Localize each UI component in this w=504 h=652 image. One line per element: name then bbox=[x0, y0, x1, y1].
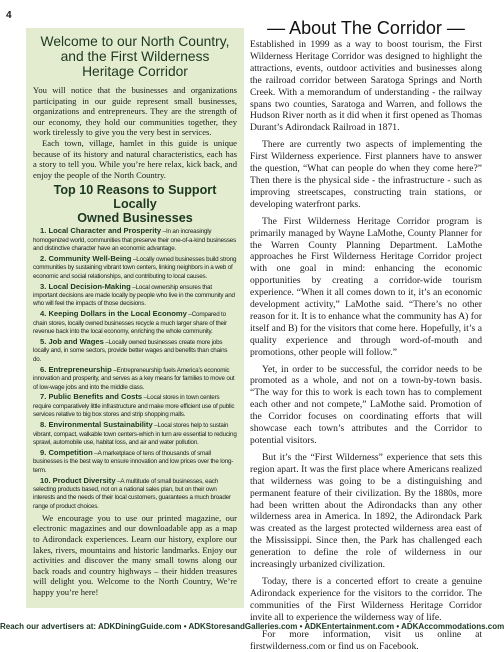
reason-item bbox=[33, 477, 237, 512]
reason-text: –Local stores in town centers require comparatively little infrastructure and make more efficient use of public services relative to big box stores and strip shopping malls. bbox=[33, 394, 235, 419]
article-paragraph: There are currently two aspects of implementing the First Wilderness experience. First planners have to answer the question, “What can people do when they come here?” Then there is the physical side - the infrastructure - such as improving streetscapes, constructing train stations, or developing waterfront parks. bbox=[250, 139, 482, 210]
sidebar-title bbox=[33, 34, 237, 79]
reason-item bbox=[33, 421, 237, 447]
intro-paragraph: You will notice that the businesses and organizations participating in our guide represent small businesses, organizations and entrepreneurs. They are the strength of our economy, they hold our communities together, they work tirelessly to give you the very best in services. bbox=[33, 85, 237, 138]
article-paragraph: Today, there is a concerted effort to create a genuine Adirondack experience for the visitors to the corridor. The communities of the First Wilderness Heritage Corridor invite all to experience the wilderness way of life. bbox=[250, 575, 482, 623]
reason-text: –Local ownership ensures that important decisions are made locally by people who live in the community and who will feel the impacts of those decisions. bbox=[33, 283, 235, 308]
reason-text: –Compared to chain stores, locally owned businesses recycle a much larger share of their revenue back into the local economy, enriching the whole community. bbox=[33, 311, 227, 336]
reason-title: 5. Job and Wages bbox=[40, 337, 104, 346]
article-paragraph: The First Wilderness Heritage Corridor program is primarily managed by Wayne LaMothe, County Planner for the Warren County Planning Department. LaMothe approaches he First Wilderness Heritage Corridor project with one goal in mind: enhancing the economic opportunities by creating a corridor-wide tourism experience. “When it all comes down to it, it’s an economic development activity,” LaMothe said. “There’s no other reason for it. It is to enhance what the community has A) for itself and B) for the visitors that come here. Hopefully, it’s a quality experience and through word-of-mouth and promotions, other people will follow.” bbox=[250, 215, 482, 358]
reason-text: –Local stores help to sustain vibrant, compact, walkable town centers-which in turn are essential to reducing sprawl, automobile use, habitat loss, and air and water pollution. bbox=[33, 422, 237, 446]
about-corridor-article bbox=[250, 18, 482, 652]
reason-item bbox=[33, 255, 237, 281]
reason-item bbox=[33, 449, 237, 475]
reason-title: 3. Local Decision-Making bbox=[40, 281, 131, 291]
reason-text: –In an increasingly homogenized world, communities that preserve their one-of-a-kind businesses and distinctive character have an economic advantage. bbox=[33, 228, 237, 252]
reason-title: 1. Local Character and Prosperity bbox=[40, 226, 162, 236]
article-paragraph: But it’s the “First Wilderness” experience that sets this region apart. It was the first place where Americans realized that wilderness was going to be a distinguishing and permanent feature of their civilization. By the 1880s, more had been written about the Adirondacks than any other wilderness area in America. In 1892, the Adirondack Park was created as the largest protected wilderness area east of the Mississippi. Since then, the Park has challenged each generation to define the role of wilderness in our increasingly urbanized civilization. bbox=[250, 451, 482, 571]
reason-title: 2. Community Well-Being bbox=[40, 253, 132, 263]
reasons-heading-line: Owned Businesses bbox=[77, 210, 193, 225]
reasons-heading bbox=[33, 184, 237, 225]
intro-paragraph: Each town, village, hamlet in this guide is unique because of its history and natural characteristics, each has a story to tell you. While you’re here relax, kick back, and enjoy the people of the North Country. bbox=[33, 137, 237, 180]
reason-title: 8. Environmental Sustainability bbox=[40, 420, 153, 430]
reason-title: 10. Product Diversity bbox=[40, 475, 116, 485]
article-paragraph: For more information, visit us online at firstwilderness.com or find us on Facebook. bbox=[250, 628, 482, 652]
sidebar-title-line: Welcome to our North Country, bbox=[40, 34, 230, 49]
advertisers-footer: Reach our advertisers at: ADKDiningGuide.com • ADKStoresandGalleries.com • ADKEntertainment.com • ADKAccommodations.com bbox=[0, 622, 504, 631]
reason-title: 9. Competition bbox=[40, 447, 93, 457]
reason-text: –A marketplace of tens of thousands of small businesses is the best way to ensure innovation and low prices over the long-term. bbox=[33, 449, 234, 474]
article-paragraph: Yet, in order to be successful, the corridor needs to be promoted as a whole, and not on a town-by-town basis. “The way for this to work is each town has to complement each other and not compete,” LaMothe said. Promotion of the Corridor focuses on coordinating efforts that will showcase each town’s attributes and the Corridor to potential visitors. bbox=[250, 363, 482, 446]
sidebar-outro bbox=[33, 513, 237, 598]
reasons-heading-line: Top 10 Reasons to Support Locally bbox=[53, 183, 217, 211]
reasons-list bbox=[33, 227, 237, 511]
outro-paragraph: We encourage you to use our printed magazine, our electronic magazines and our downloadable app as a map to Adirondack experiences. Learn our history, explore our lakes, rivers, mountains and historic landmarks. Enjoy our activities and discover the many small towns along our back roads and country highways – their hidden treasures will delight you. Welcome to the North Country, We’re happy you’re here! bbox=[33, 512, 237, 597]
reason-text: –Entrepreneurship fuels America’s economic innovation and prosperity, and serves as a key means for families to move out of low-wage jobs and into the middle class. bbox=[33, 366, 235, 391]
reason-item bbox=[33, 283, 237, 309]
reason-text: –Locally owned businesses create more jobs locally and, in some sectors, provide better wages and benefits than chains do. bbox=[33, 339, 228, 363]
page-number: 4 bbox=[6, 10, 12, 21]
reason-text: –A multitude of small businesses, each selecting products based, not on a national sales plan, but on their own interests and the needs of their local customers, guarantees a much broader range of product choices. bbox=[33, 477, 231, 510]
reason-title: 6. Entrepreneurship bbox=[40, 364, 112, 374]
reason-title: 4. Keeping Dollars in the Local Economy bbox=[40, 309, 187, 319]
reason-item bbox=[33, 310, 237, 336]
reason-item bbox=[33, 366, 237, 392]
reason-title: 7. Public Benefits and Costs bbox=[40, 392, 143, 402]
sidebar-intro bbox=[33, 85, 237, 180]
reason-item bbox=[33, 227, 237, 253]
article-title: — About The Corridor — bbox=[267, 18, 465, 38]
reason-item bbox=[33, 393, 237, 419]
sidebar-title-line: and the First Wilderness bbox=[60, 49, 210, 64]
sidebar-title-line: Heritage Corridor bbox=[82, 64, 188, 79]
welcome-sidebar bbox=[26, 28, 244, 608]
article-paragraph: Established in 1999 as a way to boost tourism, the First Wilderness Heritage Corridor was designed to highlight the attractions, events, outdoor activities and businesses along the railroad corridor between Saratoga Springs and North Creek. With a memorandum of understanding - the railway spans two counties, Saratoga and Warren, and follows the Hudson River north as it did when it first opened as Thomas Durant’s Adirondack Railroad in 1871. bbox=[250, 39, 482, 134]
reason-item bbox=[33, 338, 237, 364]
reason-text: –Locally owned businesses build strong communities by sustaining vibrant town centers, linking neighbors in a web of economic and social relationships, and contributing to local causes. bbox=[33, 255, 237, 280]
